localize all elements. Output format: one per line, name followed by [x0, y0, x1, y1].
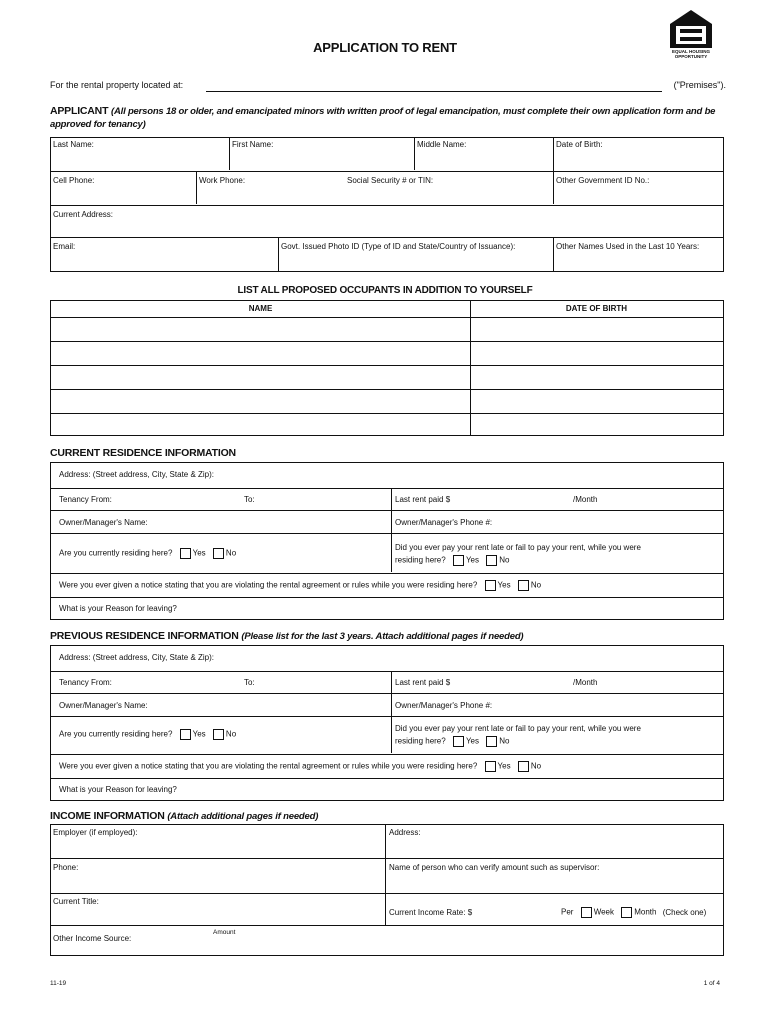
cur-late-rent-q2: residing here? Yes No [395, 555, 510, 565]
cur-address-field[interactable]: Address: (Street address, City, State & Zip): [59, 470, 215, 479]
footer-page-number: 1 of 4 [703, 980, 720, 987]
cur-last-rent[interactable]: Last rent paid $ [395, 495, 451, 504]
previous-residence-note: (Please list for the last 3 years. Attach additional pages if needed) [241, 631, 524, 642]
cur-tenancy-from[interactable]: Tenancy From: [59, 495, 112, 504]
income-period: Per Week Month (Check one) [561, 907, 707, 917]
cur-residing-yes-checkbox[interactable] [180, 548, 191, 559]
income-table [50, 824, 724, 956]
employer-field[interactable]: Employer (if employed): [53, 828, 138, 837]
footer-revision: 11-19 [50, 980, 67, 987]
cur-owner-name[interactable]: Owner/Manager's Name: [59, 518, 148, 527]
cur-late-yes-checkbox[interactable] [453, 555, 464, 566]
premises-label: For the rental property located at: [50, 80, 184, 90]
occupants-col-dob: DATE OF BIRTH [565, 304, 628, 313]
amount-label: Amount [213, 929, 236, 936]
first-name-field[interactable]: First Name: [232, 140, 274, 149]
prev-residing-no-checkbox[interactable] [213, 729, 224, 740]
employer-address-field[interactable]: Address: [389, 828, 421, 837]
premises-line [50, 80, 726, 94]
previous-residence-heading: PREVIOUS RESIDENCE INFORMATION (Please list for the last 3 years. Attach additional pages if needed) [50, 630, 524, 642]
last-name-field[interactable]: Last Name: [53, 140, 94, 149]
logo-text: EQUAL HOUSING OPPORTUNITY [672, 49, 710, 59]
prev-residing-question: Are you currently residing here? Yes No [59, 729, 237, 739]
prev-late-rent-q1: Did you ever pay your rent late or fail to pay your rent, while you were [395, 724, 641, 733]
prev-notice-question: Were you ever given a notice stating that you are violating the rental agreement or rules while you were residing here? Yes No [59, 761, 542, 771]
current-residence-table [50, 462, 724, 620]
prev-late-no-checkbox[interactable] [486, 736, 497, 747]
cell-phone-field[interactable]: Cell Phone: [53, 176, 95, 185]
prev-owner-phone[interactable]: Owner/Manager's Phone #: [395, 701, 493, 710]
cur-reason-field[interactable]: What is your Reason for leaving? [59, 604, 177, 613]
prev-tenancy-to[interactable]: To: [244, 678, 255, 687]
current-address-field[interactable]: Current Address: [53, 210, 114, 219]
prev-last-rent[interactable]: Last rent paid $ [395, 678, 451, 687]
cur-late-rent-q1: Did you ever pay your rent late or fail to pay your rent, while you were [395, 543, 641, 552]
occupants-heading: LIST ALL PROPOSED OCCUPANTS IN ADDITION TO YOURSELF [237, 285, 533, 296]
income-heading: INCOME INFORMATION (Attach additional pages if needed) [50, 810, 319, 822]
applicant-note: (All persons 18 or older, and emancipated minors with written proof of legal emancipation, must complete their own application form and be approved for tenancy) [50, 106, 716, 130]
middle-name-field[interactable]: Middle Name: [417, 140, 467, 149]
applicant-heading: APPLICANT (All persons 18 or older, and emancipated minors with written proof of legal emancipation, must complete their own application form and be approved for tenancy) [50, 105, 716, 130]
prev-residing-yes-checkbox[interactable] [180, 729, 191, 740]
prev-late-rent-q2: residing here? Yes No [395, 736, 510, 746]
occupants-col-name: NAME [248, 304, 273, 313]
other-income-field[interactable]: Other Income Source: [53, 934, 132, 943]
employer-phone-field[interactable]: Phone: [53, 863, 79, 872]
cur-owner-phone[interactable]: Owner/Manager's Phone #: [395, 518, 493, 527]
other-id-field[interactable]: Other Government ID No.: [556, 176, 650, 185]
cur-month-label: /Month [573, 495, 598, 504]
cur-late-no-checkbox[interactable] [486, 555, 497, 566]
prev-notice-yes-checkbox[interactable] [485, 761, 496, 772]
cur-notice-yes-checkbox[interactable] [485, 580, 496, 591]
prev-late-yes-checkbox[interactable] [453, 736, 464, 747]
prev-tenancy-from[interactable]: Tenancy From: [59, 678, 112, 687]
current-title-field[interactable]: Current Title: [53, 897, 99, 906]
ssn-field[interactable]: Social Security # or TIN: [347, 176, 434, 185]
income-month-checkbox[interactable] [621, 907, 632, 918]
income-note: (Attach additional pages if needed) [167, 811, 319, 822]
email-field[interactable]: Email: [53, 242, 76, 251]
equal-housing-logo [666, 8, 716, 64]
prev-reason-field[interactable]: What is your Reason for leaving? [59, 785, 177, 794]
work-phone-field[interactable]: Work Phone: [199, 176, 246, 185]
verifier-field[interactable]: Name of person who can verify amount such as supervisor: [389, 863, 600, 872]
current-residence-heading: CURRENT RESIDENCE INFORMATION [50, 447, 236, 459]
cur-notice-no-checkbox[interactable] [518, 580, 529, 591]
dob-field[interactable]: Date of Birth: [556, 140, 603, 149]
prev-month-label: /Month [573, 678, 598, 687]
cur-notice-question: Were you ever given a notice stating that you are violating the rental agreement or rules while you were residing here? Yes No [59, 580, 542, 590]
occupants-table [50, 300, 724, 436]
photo-id-field[interactable]: Govt. Issued Photo ID (Type of ID and State/Country of Issuance): [281, 242, 516, 251]
cur-tenancy-to[interactable]: To: [244, 495, 255, 504]
cur-residing-no-checkbox[interactable] [213, 548, 224, 559]
prev-address-field[interactable]: Address: (Street address, City, State & Zip): [59, 653, 215, 662]
income-week-checkbox[interactable] [581, 907, 592, 918]
premises-input[interactable] [206, 91, 662, 92]
other-names-field[interactable]: Other Names Used in the Last 10 Years: [556, 242, 700, 251]
previous-residence-table [50, 645, 724, 801]
applicant-table [50, 137, 724, 272]
prev-owner-name[interactable]: Owner/Manager's Name: [59, 701, 148, 710]
prev-notice-no-checkbox[interactable] [518, 761, 529, 772]
premises-suffix: ("Premises"). [673, 80, 726, 90]
income-rate-field[interactable]: Current Income Rate: $ [389, 908, 473, 917]
form-title: APPLICATION TO RENT [313, 40, 457, 55]
cur-residing-question: Are you currently residing here? Yes No [59, 548, 237, 558]
